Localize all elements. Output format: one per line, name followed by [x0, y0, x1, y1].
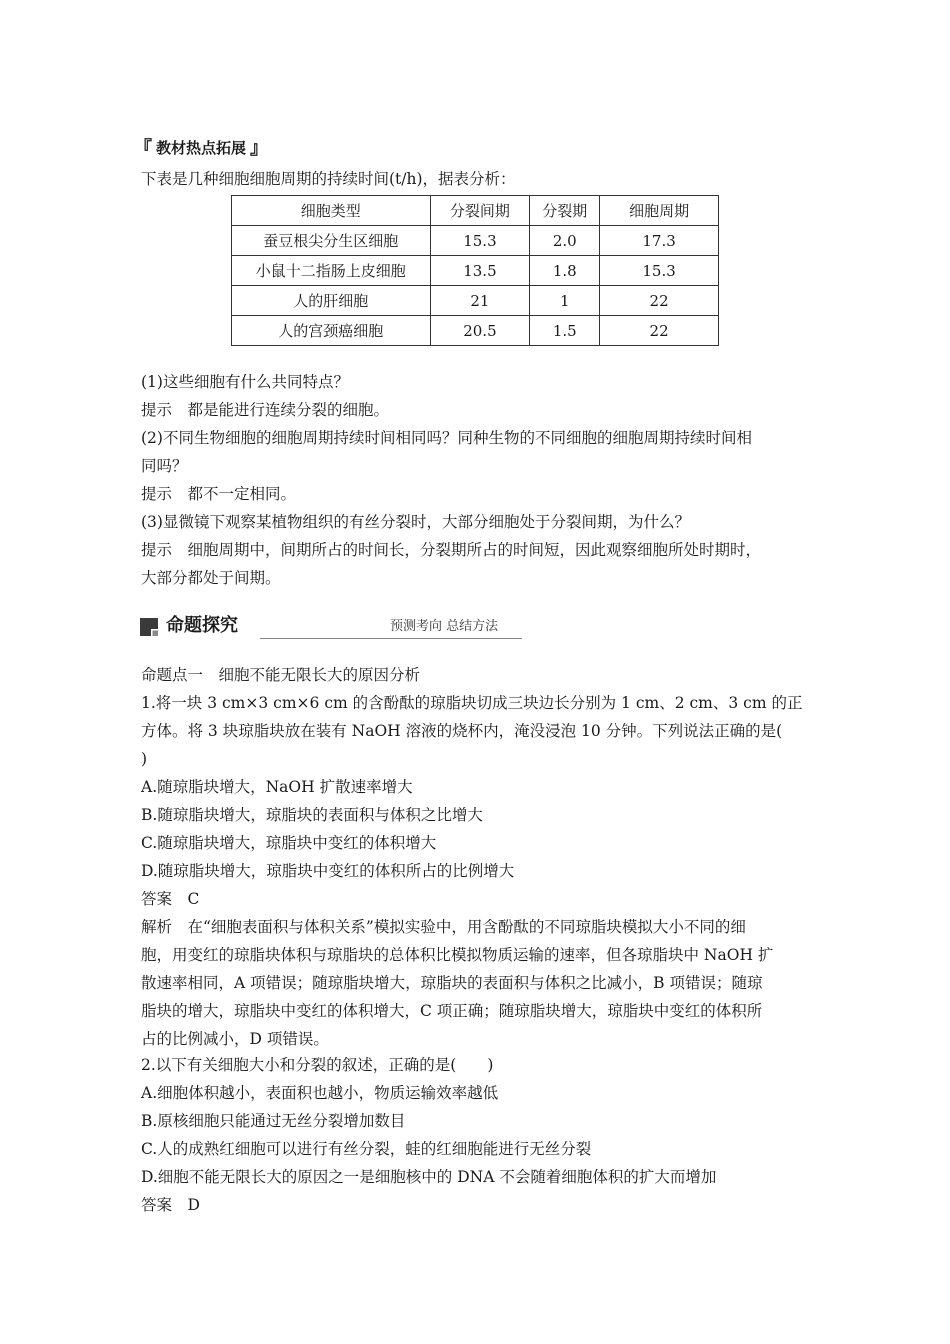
left-bracket: 『 — [134, 138, 152, 159]
section-header-exploration — [140, 614, 520, 638]
q1-analysis-line: 散速率相同，A 项错误；随琼脂块增大，琼脂块的表面积与体积之比减小，B 项错误；随琼 — [141, 974, 763, 992]
table-cell: 1 — [530, 286, 600, 316]
table-row — [232, 286, 719, 316]
q1-option-c: C.随琼脂块增大，琼脂块中变红的体积增大 — [141, 834, 437, 852]
intro-text: 下表是几种细胞细胞周期的持续时间(t/h)，据表分析： — [141, 170, 516, 188]
q1-analysis-line: 胞，用变红的琼脂块体积与琼脂块的总体积比模拟物质运输的速率，但各琼脂块中 NaOH 扩 — [141, 946, 774, 964]
table-cell: 22 — [600, 286, 719, 316]
q1-stem-line-3: ) — [141, 750, 148, 768]
q1-option-a: A.随琼脂块增大，NaOH 扩散速率增大 — [141, 778, 413, 796]
section-subtitle: 预测考向 总结方法 — [390, 619, 499, 634]
q2-option-a: A.细胞体积越小，表面积也越小，物质运输效率越低 — [141, 1084, 499, 1102]
header-cell: 细胞周期 — [600, 196, 719, 226]
hint-2: 提示 都不一定相同。 — [141, 485, 297, 503]
table-cell: 人的肝细胞 — [232, 286, 431, 316]
table-header-row — [232, 196, 719, 226]
header-cell: 细胞类型 — [232, 196, 431, 226]
header-cell: 分裂期 — [530, 196, 600, 226]
table-row — [232, 226, 719, 256]
q1-analysis-line: 脂块的增大，琼脂块中变红的体积增大，C 项正确；随琼脂块增大，琼脂块中变红的体积所 — [141, 1002, 763, 1020]
table-cell: 15.3 — [430, 226, 530, 256]
header-cell: 分裂间期 — [430, 196, 530, 226]
table-cell: 1.8 — [530, 256, 600, 286]
table-row — [232, 316, 719, 346]
q2-answer: 答案 D — [141, 1196, 200, 1214]
table-cell: 17.3 — [600, 226, 719, 256]
table-cell: 22 — [600, 316, 719, 346]
header-title: 教材热点拓展 — [156, 138, 247, 157]
table-cell: 人的宫颈癌细胞 — [232, 316, 431, 346]
table-row — [232, 256, 719, 286]
q2-stem: 2.以下有关细胞大小和分裂的叙述，正确的是( ) — [141, 1056, 494, 1074]
q1-stem-line-1: 1.将一块 3 cm×3 cm×6 cm 的含酚酞的琼脂块切成三块边长分别为 1 cm、2 cm、3 cm 的正 — [141, 694, 803, 712]
question-2-line-2: 同吗？ — [141, 457, 188, 475]
cell-cycle-table — [231, 195, 719, 346]
q2-option-c: C.人的成熟红细胞可以进行有丝分裂，蛙的红细胞能进行无丝分裂 — [141, 1140, 592, 1158]
q1-analysis-line: 占的比例减小，D 项错误。 — [141, 1030, 329, 1048]
table-cell: 1.5 — [530, 316, 600, 346]
section-header-hotspot — [134, 136, 268, 158]
q1-option-d: D.随琼脂块增大，琼脂块中变红的体积所占的比例增大 — [141, 862, 515, 880]
point-heading: 命题点一 细胞不能无限长大的原因分析 — [141, 666, 421, 684]
table-cell: 20.5 — [430, 316, 530, 346]
question-2-line-1: (2)不同生物细胞的细胞周期持续时间相同吗？同种生物的不同细胞的细胞周期持续时间相 — [141, 429, 752, 447]
hint-1: 提示 都是能进行连续分裂的细胞。 — [141, 401, 390, 419]
q1-answer: 答案 C — [141, 890, 200, 908]
q2-option-d: D.细胞不能无限长大的原因之一是细胞核中的 DNA 不会随着细胞体积的扩大而增加 — [141, 1168, 717, 1186]
q2-option-b: B.原核细胞只能通过无丝分裂增加数目 — [141, 1112, 406, 1130]
hint-3-line-1: 提示 细胞周期中，间期所占的时间长，分裂期所占的时间短，因此观察细胞所处时期时， — [141, 541, 762, 559]
question-1: (1)这些细胞有什么共同特点？ — [141, 373, 349, 391]
section-divider — [260, 638, 522, 639]
table-cell: 2.0 — [530, 226, 600, 256]
table-cell: 15.3 — [600, 256, 719, 286]
table-cell: 13.5 — [430, 256, 530, 286]
q1-option-b: B.随琼脂块增大，琼脂块的表面积与体积之比增大 — [141, 806, 483, 824]
section-title: 命题探究 — [166, 615, 238, 636]
hint-3-line-2: 大部分都处于间期。 — [141, 569, 281, 587]
table-cell: 21 — [430, 286, 530, 316]
q1-stem-line-2: 方体。将 3 块琼脂块放在装有 NaOH 溶液的烧杯内，淹没浸泡 10 分钟。下列说法正确的是( — [141, 722, 783, 740]
section-square-icon — [140, 618, 158, 636]
question-3: (3)显微镜下观察某植物组织的有丝分裂时，大部分细胞处于分裂间期，为什么？ — [141, 513, 690, 531]
right-bracket: 』 — [250, 138, 269, 159]
table-cell: 蚕豆根尖分生区细胞 — [232, 226, 431, 256]
table-cell: 小鼠十二指肠上皮细胞 — [232, 256, 431, 286]
q1-analysis-line: 解析 在“细胞表面积与体积关系”模拟实验中，用含酚酞的不同琼脂块模拟大小不同的细 — [141, 918, 746, 936]
